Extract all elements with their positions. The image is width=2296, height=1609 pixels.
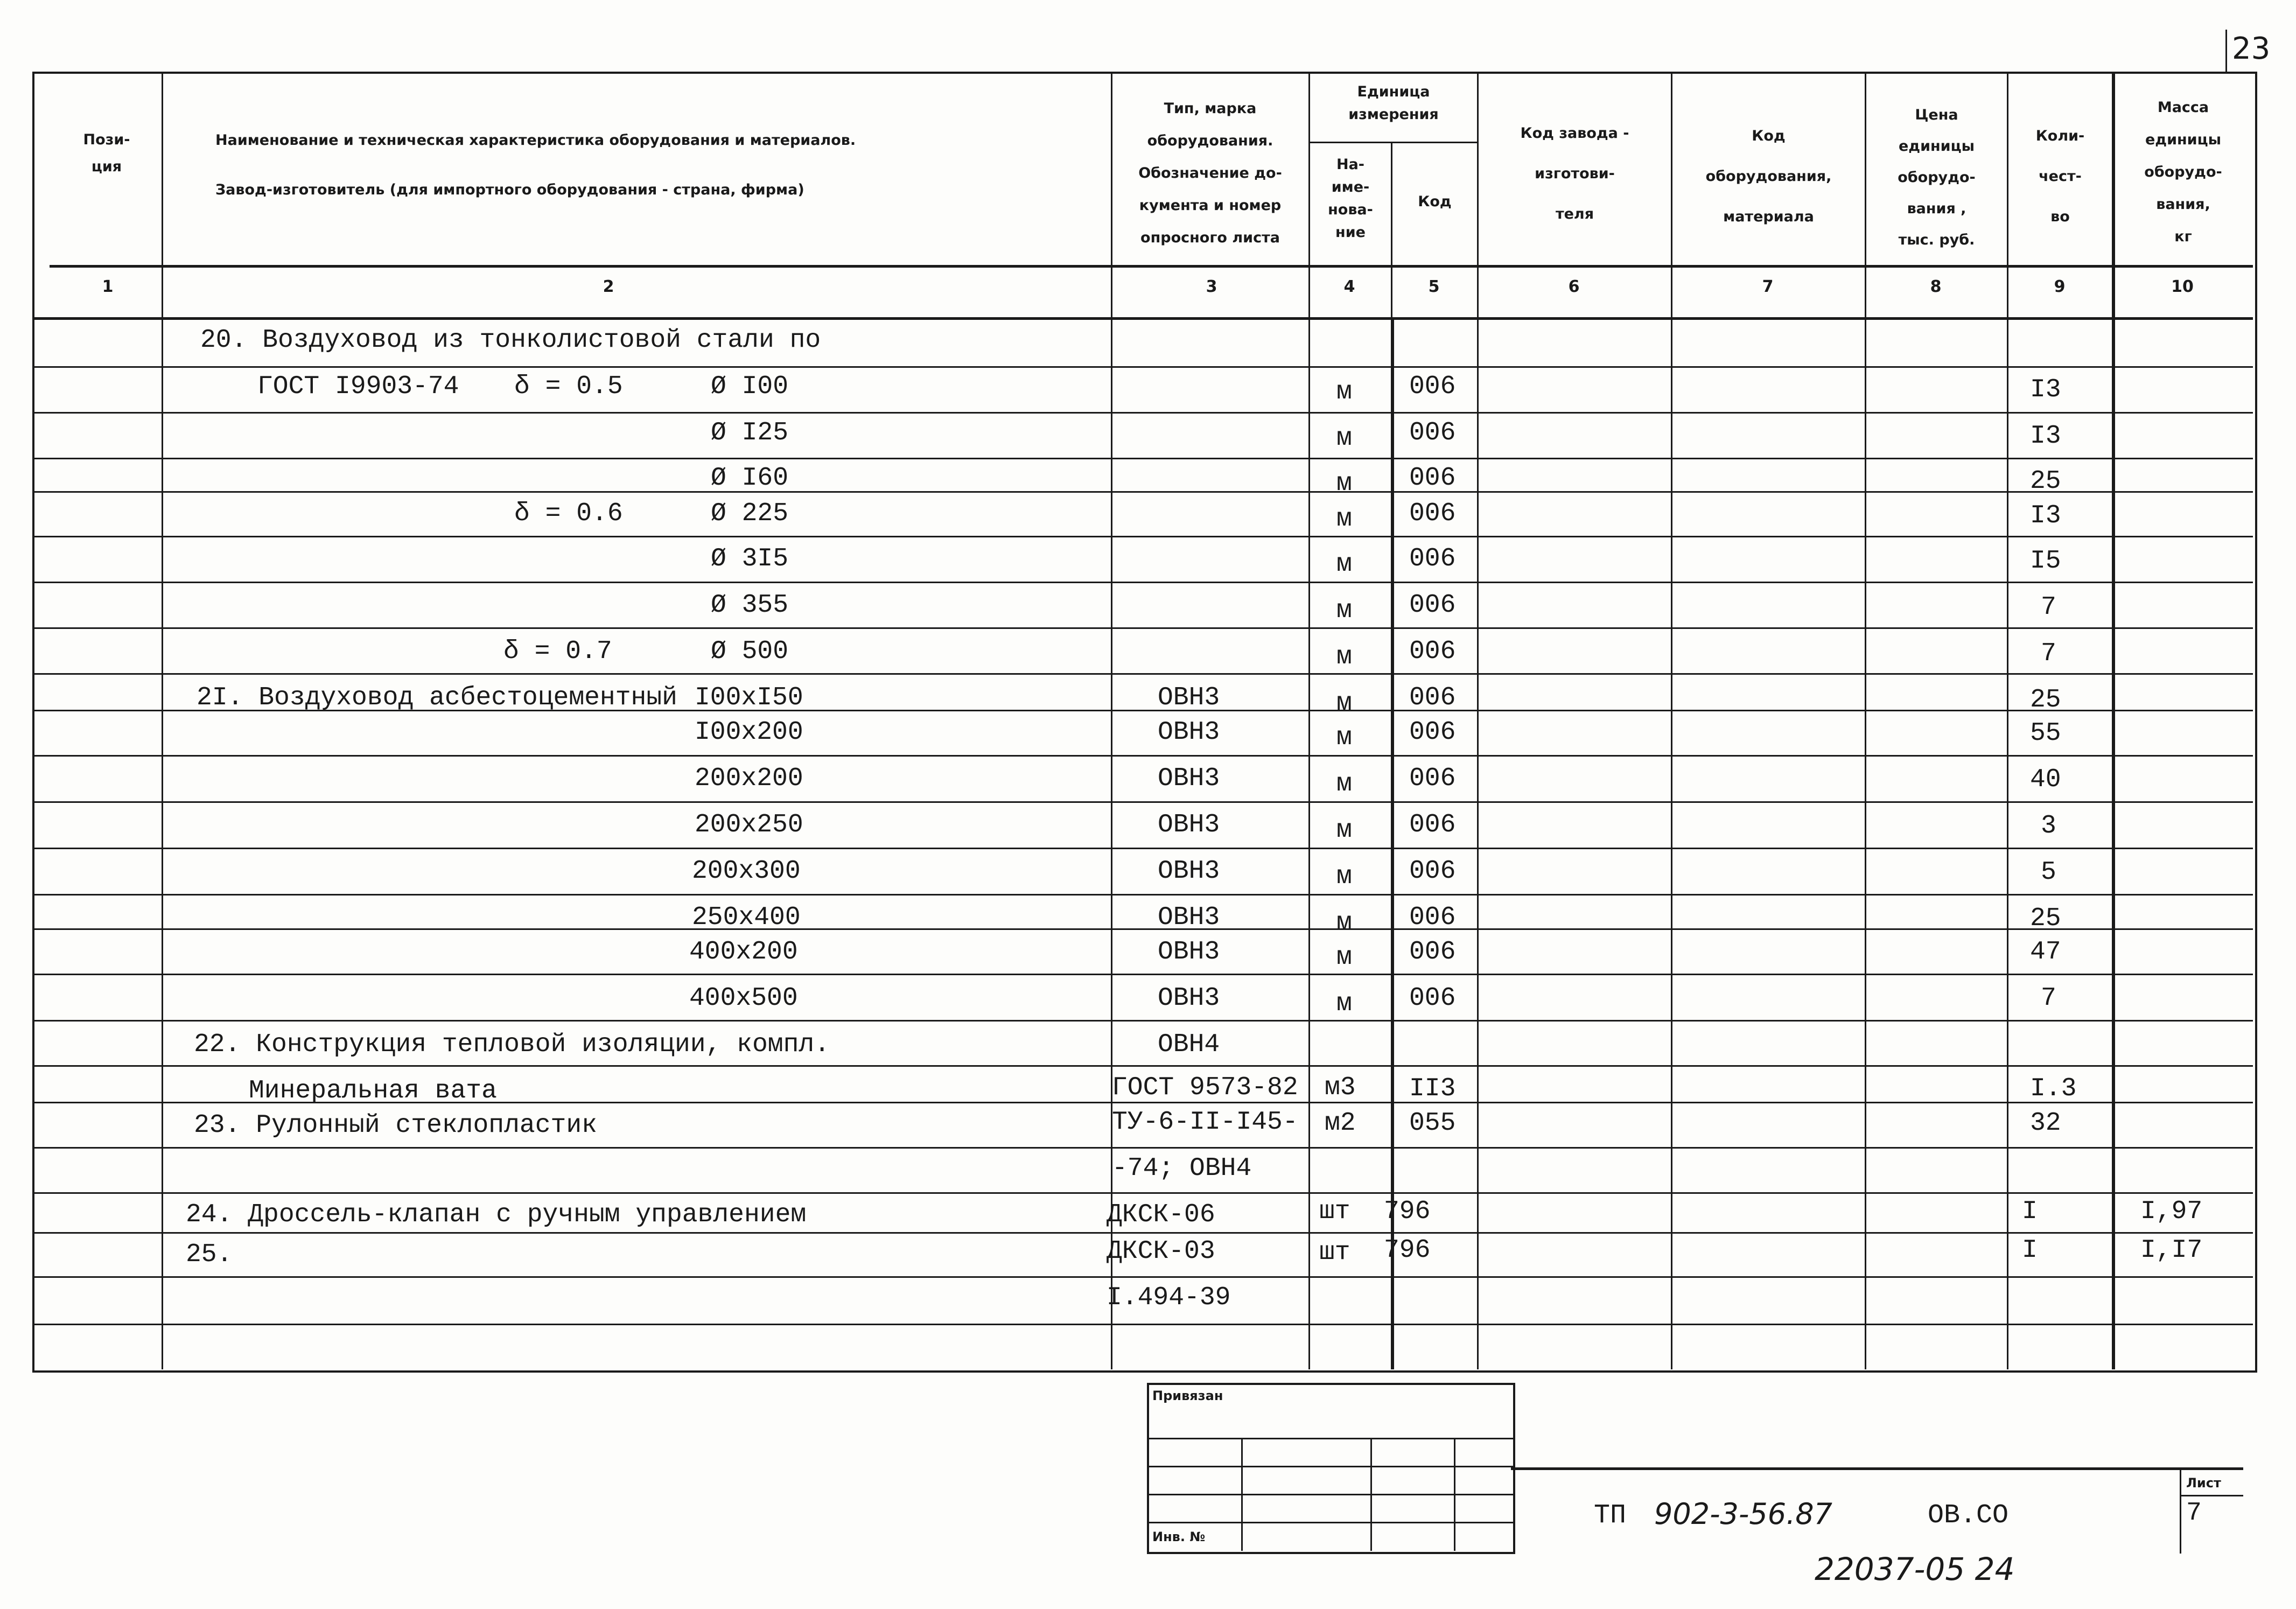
row-separator [33,673,2253,675]
table-cell-type: ОВН3 [1158,984,1220,1013]
table-cell-unit: м [1336,816,1352,845]
table-cell-unit: м2 [1325,1109,1356,1138]
doc-number: 902-3-56.87 [1654,1497,1832,1531]
table-cell-name: 20. Воздуховод из тонколистовой стали по [200,326,821,355]
table-cell-type: ДКСК-03 [1107,1237,1215,1266]
table-cell-type: ОВН3 [1158,718,1220,747]
row-separator [33,755,2253,757]
stamp-line [1147,1494,1513,1495]
title-strip-top [1511,1467,2243,1470]
table-cell-name: 24. Дроссель-клапан с ручным управлением [186,1200,807,1229]
row-separator [33,458,2253,459]
row-separator [33,928,2253,930]
table-cell-unit: м [1336,550,1352,579]
table-cell-type: ОВН3 [1158,938,1220,967]
header-c1: Пози- ция [83,131,130,175]
table-cell-qty: 7 [2041,984,2056,1013]
table-cell-code: II3 [1409,1074,1456,1103]
col-line-7 [1865,72,1866,1369]
colnum-7: 7 [1762,277,1774,296]
row-separator [33,801,2253,803]
header-c2: Наименование и техническая характеристика оборудования и материалов. Завод-изготовитель (для импортного оборудования - страна, фирма) [215,132,856,198]
table-cell-size: 250x400 [692,903,801,932]
table-cell-unit: м [1336,989,1352,1018]
stamp-vline [1454,1438,1455,1551]
table-cell-code: 006 [1409,903,1456,932]
table-cell-size: 200x200 [695,764,803,793]
col-line-6 [1671,72,1672,1369]
table-cell-type: -74; ОВН4 [1112,1154,1252,1183]
table-cell-code: 796 [1384,1236,1431,1265]
row-separator [33,1192,2253,1194]
table-cell-code: 006 [1409,857,1456,886]
list-value: 7 [2186,1499,2202,1528]
table-cell-size: 400x200 [689,938,798,967]
table-cell-qty: I3 [2030,375,2061,404]
table-cell-name: 23. Рулонный стеклопластик [194,1111,597,1140]
row-separator [33,1276,2253,1278]
table-cell-name: 25. [186,1240,233,1269]
table-cell-gost: ГОСТ I9903-74 [257,372,459,401]
table-cell-qty: I.3 [2030,1074,2077,1103]
list-label-line [2180,1495,2243,1496]
row-separator [33,536,2253,537]
table-cell-dia: Ø I60 [711,464,789,493]
colnum-bottom-line [33,317,2253,320]
stamp-vline [1241,1438,1243,1551]
table-cell-delta: δ = 0.6 [514,499,623,528]
colnum-10: 10 [2171,277,2194,296]
header-c4: На- име- нова- ние [1328,156,1373,241]
row-separator [33,1232,2253,1234]
stamp-line [1147,1438,1513,1439]
table-cell-dia: Ø I00 [711,372,789,401]
table-cell-code: 006 [1409,544,1456,573]
table-cell-qty: I3 [2030,422,2061,451]
header-bottom-line [50,265,2253,268]
table-cell-unit: шт [1319,1197,1350,1226]
table-cell-unit: м [1336,505,1352,534]
row-separator [33,974,2253,975]
table-cell-size: I00x200 [695,718,803,747]
table-cell-unit: м [1336,943,1352,972]
table-cell-unit: м [1336,862,1352,891]
list-label: Лист [2186,1475,2221,1491]
stamp-privyazan-block [1147,1383,1515,1554]
page-number-divider [2225,30,2227,73]
colnum-9: 9 [2054,277,2066,296]
table-cell-unit: м [1336,723,1352,752]
stamp-line [1147,1466,1513,1467]
col-line-8 [2007,72,2008,1369]
header-c5: Код [1418,193,1452,210]
table-cell-unit: м [1336,689,1352,718]
table-cell-code: 006 [1409,464,1456,493]
row-separator [33,1147,2253,1149]
table-cell-dia: Ø 355 [711,591,789,620]
colnum-6: 6 [1568,277,1580,296]
colnum-4: 4 [1343,277,1355,296]
table-cell-qty: 47 [2030,938,2061,967]
header-c9: Коли- чест- во [2035,128,2085,225]
table-cell-qty: 25 [2030,685,2061,715]
table-cell-unit: м [1336,377,1352,407]
table-cell-unit: м [1336,596,1352,625]
table-cell-delta: δ = 0.5 [514,372,623,401]
table-cell-qty: 40 [2030,765,2061,794]
table-cell-qty: I [2022,1236,2038,1265]
col-line-3 [1308,72,1310,1369]
page-number: 23 [2232,31,2271,66]
table-cell-type: ОВН3 [1158,903,1220,932]
table-cell-code: 055 [1409,1109,1456,1138]
stamp-vline [1370,1438,1372,1551]
header-c6: Код завода - изготови- теля [1520,125,1629,222]
table-cell-code: 006 [1409,810,1456,840]
table-cell-code: 006 [1409,718,1456,747]
table-cell-qty: 25 [2030,467,2061,496]
table-cell-qty: I3 [2030,501,2061,530]
row-separator [33,1324,2253,1325]
row-separator [33,627,2253,629]
table-cell-type: ДКСК-06 [1107,1200,1215,1229]
header-c10: Масса единицы оборудо- вания, кг [2144,99,2222,245]
table-cell-qty: 3 [2041,812,2056,841]
table-cell-unit: м [1336,469,1352,498]
row-separator [33,1020,2253,1022]
table-cell-qty: 55 [2030,719,2061,748]
table-cell-unit: м [1336,908,1352,938]
table-cell-code: 006 [1409,418,1456,447]
table-cell-code: 006 [1409,764,1456,793]
table-cell-qty: 5 [2041,858,2056,887]
table-cell-size: I00xI50 [695,683,803,712]
header-c8: Цена единицы оборудо- вания , тыс. руб. [1898,107,1976,248]
table-cell-type: ТУ-6-II-I45- [1112,1108,1298,1137]
colnum-3: 3 [1206,277,1217,296]
row-separator [33,491,2253,493]
table-cell-delta: δ = 0.7 [503,637,612,666]
table-cell-mass: I,97 [2140,1197,2203,1226]
table-cell-code: 006 [1409,591,1456,620]
table-cell-name: 22. Конструкция тепловой изоляции, компл. [194,1030,830,1059]
table-cell-code: 006 [1409,683,1456,712]
table-cell-dia: Ø 225 [711,499,789,528]
unit-group-line [1308,142,1478,143]
table-cell-code: 006 [1409,984,1456,1013]
sheet-code: ОВ.СО [1928,1500,2009,1531]
table-cell-type: ОВН3 [1158,857,1220,886]
stamp-inv-label: Инв. № [1152,1529,1206,1544]
table-cell-qty: 32 [2030,1109,2061,1138]
table-cell-code: 006 [1409,637,1456,666]
table-cell-name: Минеральная вата [249,1076,497,1106]
row-separator [33,848,2253,849]
col-line-1 [162,72,163,1369]
table-cell-type: ГОСТ 9573-82 [1112,1073,1298,1102]
colnum-1: 1 [102,277,114,296]
col-line-9 [2112,72,2115,1369]
table-cell-qty: 7 [2041,593,2056,622]
row-separator [33,412,2253,414]
list-divider [2180,1467,2181,1554]
table-cell-code: 006 [1409,499,1456,528]
table-cell-qty: I [2022,1197,2038,1226]
table-cell-type: I.494-39 [1107,1283,1231,1312]
table-cell-unit: м [1336,424,1352,453]
table-cell-unit: м [1336,642,1352,671]
doc-code: ТП [1594,1500,1627,1531]
col-line-5 [1477,72,1479,1369]
table-cell-type: ОВН4 [1158,1030,1220,1059]
colnum-5: 5 [1428,277,1440,296]
table-cell-size: 200x250 [695,810,803,840]
table-cell-size: 200x300 [692,857,801,886]
table-cell-code: 796 [1384,1197,1431,1226]
footer-code: 22037-05 24 [1815,1551,2015,1587]
row-separator [33,1065,2253,1067]
table-cell-size: 400x500 [689,984,798,1013]
table-cell-unit: шт [1319,1238,1350,1267]
table-cell-unit: м [1336,769,1352,799]
colnum-8: 8 [1930,277,1942,296]
header-unit-group: Единица измерения [1348,83,1439,123]
row-separator [33,366,2253,368]
table-cell-unit: м3 [1325,1073,1356,1102]
table-cell-dia: Ø I25 [711,418,789,447]
header-c7: Код оборудования, материала [1705,128,1832,225]
table-cell-qty: 7 [2041,639,2056,668]
row-separator [33,894,2253,896]
stamp-line [1147,1522,1513,1523]
table-cell-dia: Ø 3I5 [711,544,789,573]
header-c3: Тип, марка оборудования. Обозначение до- кумента и номер опросного листа [1138,100,1282,246]
table-cell-qty: I5 [2030,547,2061,576]
table-cell-code: 006 [1409,938,1456,967]
table-cell-name: 2I. Воздуховод асбестоцементный [197,683,677,712]
table-cell-type: ОВН3 [1158,810,1220,840]
table-cell-dia: Ø 500 [711,637,789,666]
table-cell-type: ОВН3 [1158,764,1220,793]
table-cell-type: ОВН3 [1158,683,1220,712]
colnum-2: 2 [603,277,614,296]
stamp-privyazan-label: Привязан [1152,1388,1223,1403]
table-cell-qty: 25 [2030,904,2061,933]
table-cell-code: 006 [1409,372,1456,401]
row-separator [33,582,2253,583]
table-cell-mass: I,I7 [2140,1236,2203,1265]
